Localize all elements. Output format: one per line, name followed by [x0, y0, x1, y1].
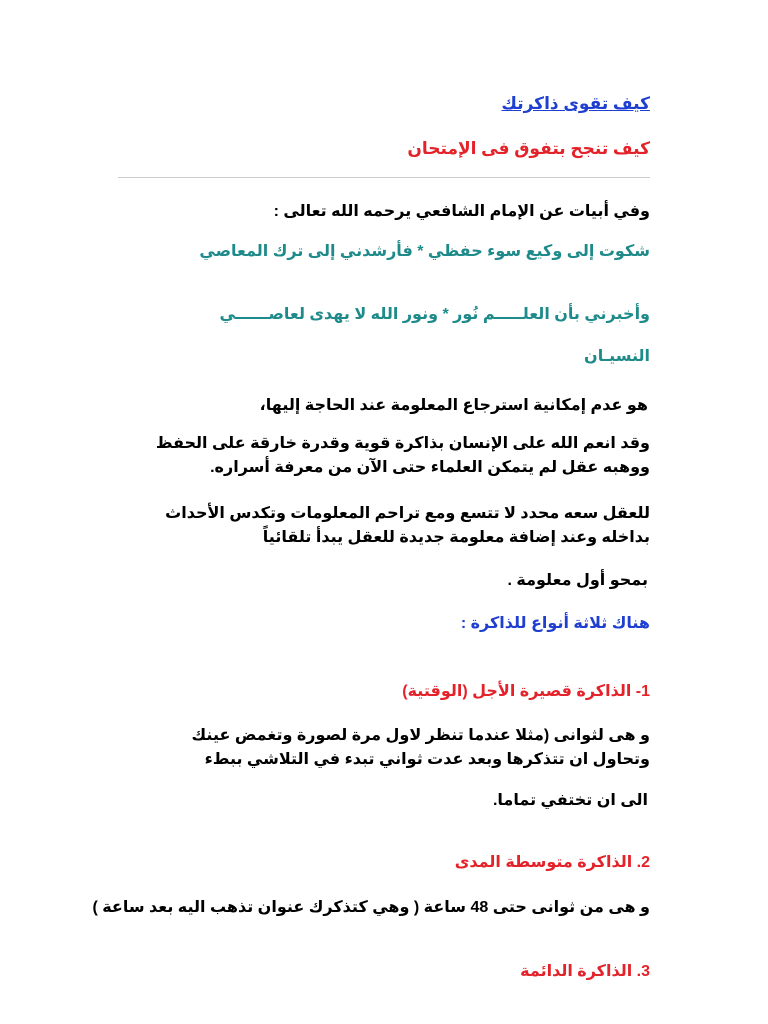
memory-type-2-heading: 2. الذاكرة متوسطة المدى	[454, 854, 650, 871]
intro-line: وفي أبيات عن الإمام الشافعي يرحمه الله تعالى :	[273, 203, 650, 220]
memory-type-1-end: الى ان تختفي تماما.	[492, 792, 648, 809]
subtitle-heading: كيف تنجح بتفوق فى الإمتحان	[407, 139, 650, 158]
verse-line-1: شكوت إلى وكيع سوء حفظي * فأرشدني إلى ترك المعاصي	[199, 243, 650, 260]
memory-type-2-text: و هى من ثوانى حتى 48 ساعة ( وهي كتذكرك عنوان تذهب اليه بعد ساعة )	[92, 899, 650, 916]
paragraph-definition: هو عدم إمكانية استرجاع المعلومة عند الحاجة إليها،	[259, 397, 648, 414]
memory-type-3-heading: 3. الذاكرة الدائمة	[520, 963, 650, 980]
paragraph-gift: وقد انعم الله على الإنسان بذاكرة قوية وقدرة خارقة على الحفظ ووهبه عقل لم يتمكن العلماء حتى الآن من معرفة أسراره.	[155, 435, 650, 476]
paragraph-erase: بمحو أول معلومة .	[507, 572, 648, 589]
title-link[interactable]: كيف تقوى ذاكرتك	[501, 94, 650, 113]
verse-line-2: وأخبرني بأن العلـــــم نُور * ونور الله لا يهدى لعاصــــــي	[219, 306, 650, 323]
memory-type-1-heading: 1- الذاكرة قصيرة الأجل (الوقتية)	[402, 683, 650, 700]
paragraph-capacity: للعقل سعه محدد لا تتسع ومع تراحم المعلومات وتكدس الأحداث بداخله وعند إضافة معلومة جديدة للعقل يبدأ تلقائياً	[165, 505, 650, 546]
horizontal-divider	[118, 177, 650, 178]
section-heading-memory-types: هناك ثلاثة أنواع للذاكرة :	[460, 615, 650, 632]
section-heading-forgetting: النسيـان	[584, 348, 650, 365]
memory-type-1-text: و هى لثوانى (مثلا عندما تنظر لاول مرة لصورة وتغمض عينك وتحاول ان تتذكرها وبعد عدت ثواني تبدء في التلاشي ببطء	[191, 727, 650, 768]
